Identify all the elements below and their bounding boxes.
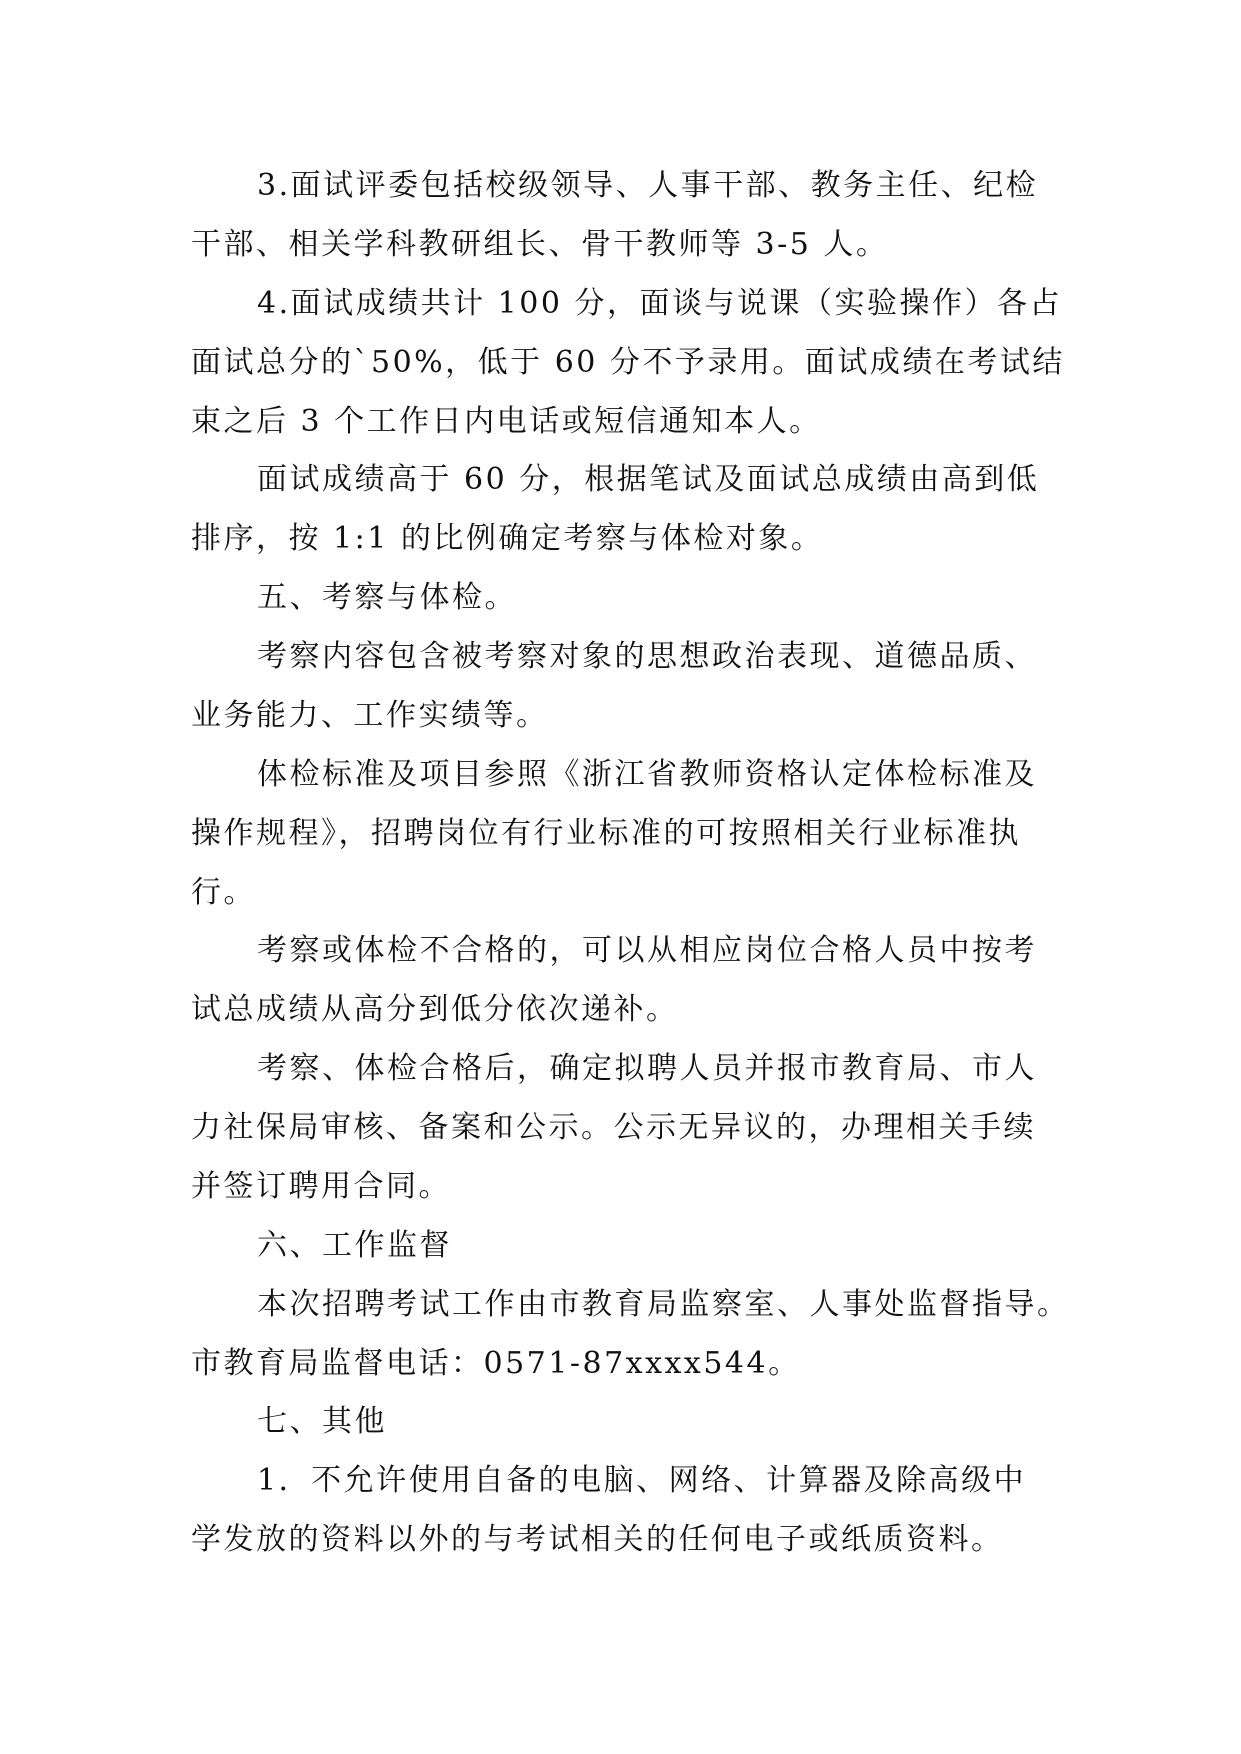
- text-line: 市教育局监督电话：0571-87xxxx544。: [191, 1346, 801, 1381]
- text-line: 业务能力、工作实绩等。: [191, 698, 549, 733]
- text-line: 面试总分的`50%，低于 60 分不予录用。面试成绩在考试结: [191, 345, 1065, 380]
- text-line: 考察或体检不合格的，可以从相应岗位合格人员中按考: [257, 933, 1037, 968]
- text-line: 体检标准及项目参照《浙江省教师资格认定体检标准及: [257, 757, 1037, 792]
- text-line: 3.面试评委包括校级领导、人事干部、教务主任、纪检: [257, 168, 1039, 203]
- text-line: 干部、相关学科教研组长、骨干教师等 3-5 人。: [191, 227, 889, 262]
- section-heading: 五、考察与体检。: [257, 580, 517, 615]
- text-line: 力社保局审核、备案和公示。公示无异议的，办理相关手续: [191, 1110, 1036, 1145]
- text-line: 考察内容包含被考察对象的思想政治表现、道德品质、: [257, 639, 1037, 674]
- section-heading: 七、其他: [257, 1404, 387, 1439]
- text-line: 排序，按 1:1 的比例确定考察与体检对象。: [191, 521, 824, 556]
- text-line: 1．不允许使用自备的电脑、网络、计算器及除高级中: [257, 1463, 1027, 1498]
- text-line: 本次招聘考试工作由市教育局监察室、人事处监督指导。: [257, 1287, 1070, 1322]
- text-line: 考察、体检合格后，确定拟聘人员并报市教育局、市人: [257, 1051, 1037, 1086]
- text-line: 4.面试成绩共计 100 分，面谈与说课（实验操作）各占: [257, 286, 1062, 321]
- text-line: 束之后 3 个工作日内电话或短信通知本人。: [191, 404, 822, 439]
- section-heading: 六、工作监督: [257, 1228, 452, 1263]
- text-line: 试总成绩从高分到低分依次递补。: [191, 992, 679, 1027]
- text-line: 面试成绩高于 60 分，根据笔试及面试总成绩由高到低: [257, 462, 1040, 497]
- text-line: 学发放的资料以外的与考试相关的任何电子或纸质资料。: [191, 1522, 1004, 1557]
- text-line: 操作规程》，招聘岗位有行业标准的可按照相关行业标准执: [191, 816, 1021, 851]
- text-line: 行。: [191, 875, 256, 910]
- text-line: 并签订聘用合同。: [191, 1169, 451, 1204]
